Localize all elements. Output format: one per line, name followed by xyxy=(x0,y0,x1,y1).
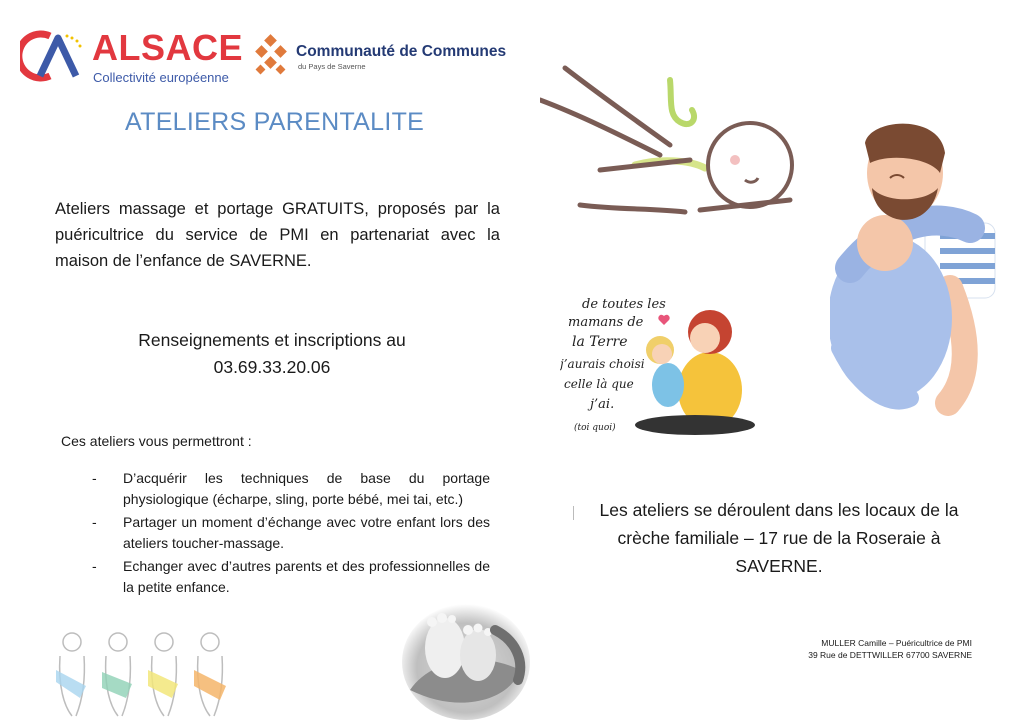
cc-logo-text: Communauté de Communes xyxy=(296,43,507,60)
illustration-text-line: de toutes les xyxy=(582,297,666,312)
babywearing-positions-icons xyxy=(50,626,240,718)
illustration-text-line: j’ai. xyxy=(590,397,615,412)
location-divider xyxy=(573,506,574,520)
list-item xyxy=(92,512,490,554)
benefit-text: Partager un moment d’échange avec votre enfant lors des ateliers toucher-massage. xyxy=(123,514,490,551)
info-label: Renseignements et inscriptions au xyxy=(138,330,406,350)
benefits-intro: Ces ateliers vous permettront : xyxy=(61,433,252,449)
mother-child-illustration xyxy=(560,290,760,440)
list-dash: - xyxy=(92,470,97,486)
benefit-text: D’acquérir les techniques de base du portage physiologique (écharpe, sling, porte bébé, mei tai, etc.) xyxy=(123,470,490,507)
benefit-text: Echanger avec d’autres parents et des professionnelles de la petite enfance. xyxy=(123,558,490,595)
cc-logo-subtitle: du Pays de Saverne xyxy=(298,62,366,71)
contact-line: 39 Rue de DETTWILLER 67700 SAVERNE xyxy=(808,650,972,660)
list-item xyxy=(92,556,490,598)
illustration-text-line: la Terre xyxy=(572,334,628,350)
massage-illustration xyxy=(540,60,810,230)
page-title: ATELIERS PARENTALITE xyxy=(125,108,425,136)
list-dash: - xyxy=(92,514,97,530)
alsace-logo-mark xyxy=(20,30,90,82)
illustration-text-line: celle là que xyxy=(564,377,634,391)
info-phone: 03.69.33.20.06 xyxy=(213,357,331,377)
alsace-logo-text: ALSACE xyxy=(92,27,244,68)
baby-feet-photo xyxy=(400,600,532,720)
illustration-text-line: mamans de xyxy=(568,315,644,330)
benefits-list xyxy=(92,468,490,600)
illustration-text-line: j’aurais choisi xyxy=(560,357,645,371)
contact-block xyxy=(782,637,972,661)
alsace-logo-tagline: Collectivité européenne xyxy=(93,70,229,85)
list-dash: - xyxy=(92,558,97,574)
babywearing-father-illustration xyxy=(830,118,1000,418)
list-item xyxy=(92,468,490,510)
illustration-text-line: (toi quoi) xyxy=(574,423,616,433)
cc-logo-mark xyxy=(252,34,292,78)
location-text: Les ateliers se déroulent dans les locaux de la crèche familiale – 17 rue de la Roseraie à SAVERNE. xyxy=(599,500,959,576)
intro-paragraph: Ateliers massage et portage GRATUITS, proposés par la puéricultrice du service de PMI en partenariat avec la maison de l’enfance de SAVERNE. xyxy=(55,200,500,270)
contact-line: MULLER Camille – Puéricultrice de PMI xyxy=(821,638,972,648)
